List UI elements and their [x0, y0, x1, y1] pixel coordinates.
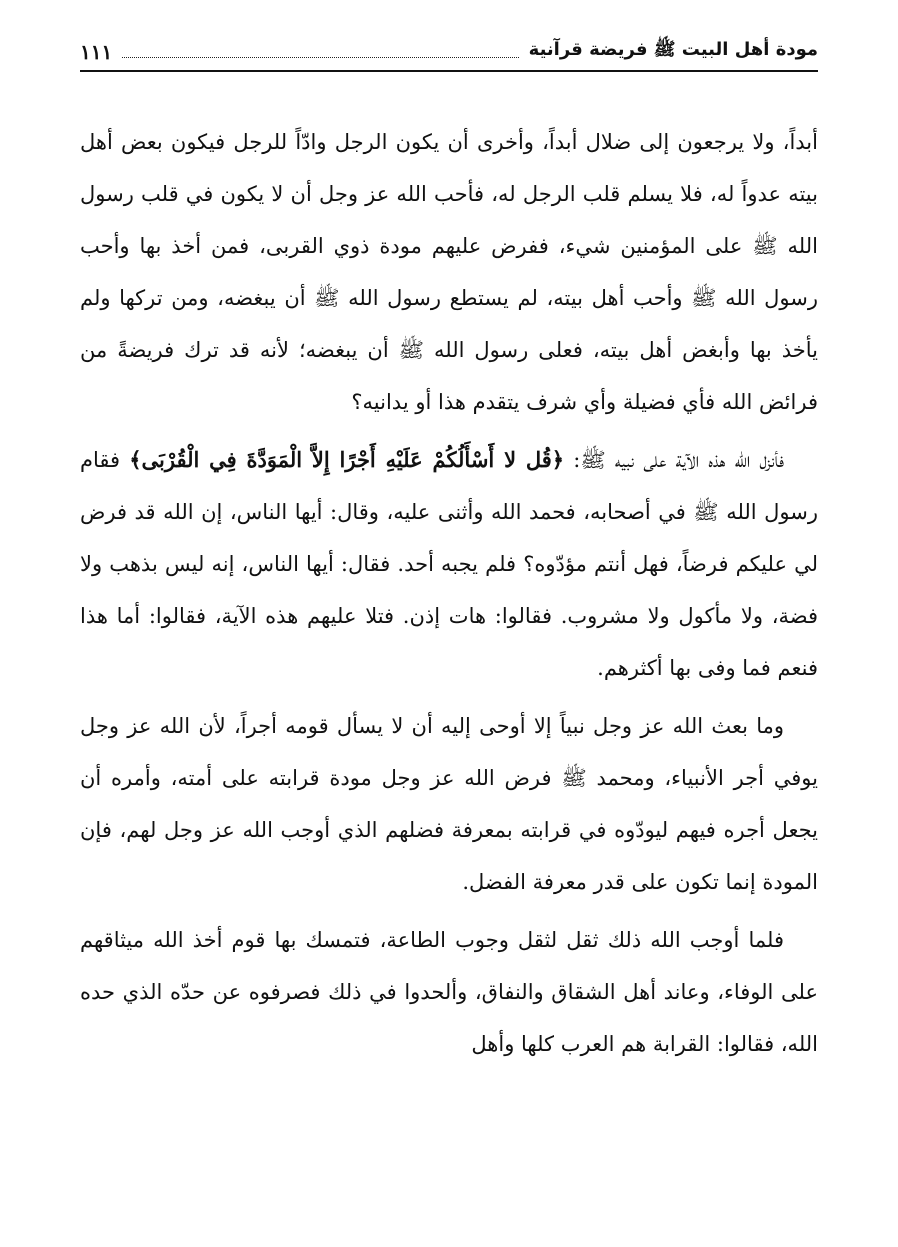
paragraph-text: فلما أوجب الله ذلك ثقل لثقل وجوب الطاعة، فتمسك بها قوم أخذ الله ميثاقهم على الوفاء، وعاند أهل الشقاق والنفاق، وألحدوا في ذلك فصرفوه عن حدّه الذي حده الله، فقالوا: القرابة هم العرب كلها وأهل [80, 928, 818, 1056]
page-body [80, 116, 818, 1070]
quran-verse: ﴿قُل لا أَسْأَلُكُمْ عَلَيْهِ أَجْرًا إِلاَّ الْمَوَدَّةَ فِي الْقُرْبَى﴾ [129, 447, 565, 472]
header-title: مودة أهل البيت ﷺ فريضة قرآنية [528, 39, 818, 60]
paragraph-text: فأنزل الله هذه الآية على نبيه ﷺ: [564, 448, 785, 472]
paragraph-2 [80, 434, 818, 694]
header-leader-dots [122, 57, 518, 58]
paragraph-4 [80, 914, 818, 1070]
paragraph-1 [80, 116, 818, 428]
page-number: ١١١ [80, 40, 113, 64]
paragraph-3 [80, 700, 818, 908]
paragraph-text: أبداً، ولا يرجعون إلى ضلال أبداً، وأخرى أن يكون الرجل وادّاً للرجل فيكون بعض أهل بيته عدواً له، فلا يسلم قلب الرجل له، فأحب الله عز وجل أن لا يكون في قلب رسول الله ﷺ على المؤمنين شيء، ففرض عليهم مودة ذوي القربى، فمن أخذ بها وأحب رسول الله ﷺ وأحب أهل بيته، لم يستطع رسول الله ﷺ أن يبغضه، ومن تركها ولم يأخذ بها وأبغض أهل بيته، فعلى رسول الله ﷺ أن يبغضه؛ لأنه قد ترك فريضةً من فرائض الله فأي فضيلة وأي شرف يتقدم هذا أو يدانيه؟ [80, 130, 818, 414]
paragraph-text: وما بعث الله عز وجل نبياً إلا أوحى إليه أن لا يسأل قومه أجراً، لأن الله عز وجل يوفي أجر الأنبياء، ومحمد ﷺ فرض الله عز وجل مودة قرابته على أمته، وأمره أن يجعل أجره فيهم ليودّوه في قرابته بمعرفة فضلهم الذي أوجب الله عز وجل لهم، فإن المودة إنما تكون على قدر معرفة الفضل. [80, 714, 818, 894]
paragraph-text: فقام رسول الله ﷺ في أصحابه، فحمد الله وأثنى عليه، وقال: أيها الناس، إن الله قد فرض لي عليكم فرضاً، فهل أنتم مؤدّوه؟ فلم يجبه أحد. فقال: أيها الناس، إنه ليس بذهب ولا فضة، ولا مأكول ولا مشروب. فقالوا: هات إذن. فتلا عليهم هذه الآية، فقالوا: أما هذا فنعم فما وفى بها أكثرهم. [80, 448, 818, 680]
running-header [80, 38, 818, 72]
